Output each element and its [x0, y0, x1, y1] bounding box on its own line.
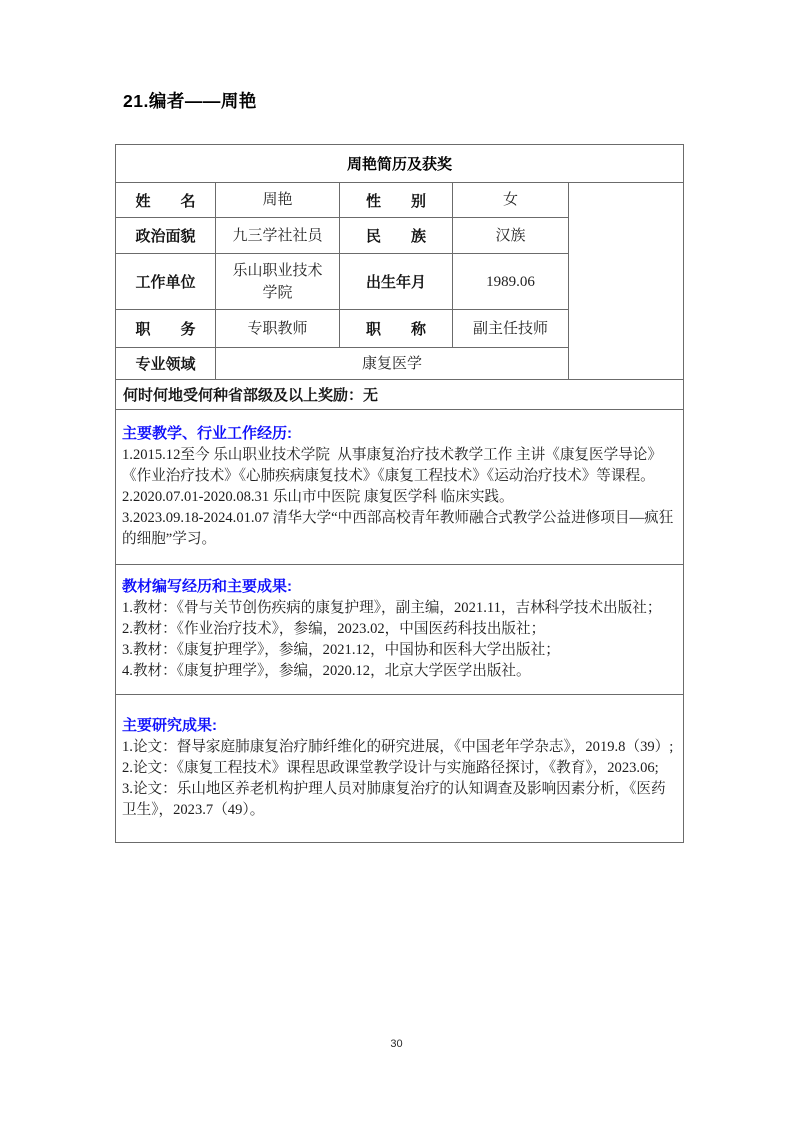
section-item: 1.教材：《骨与关节创伤疾病的康复护理》，副主编，2021.11，吉林科学技术出版社；	[122, 599, 662, 616]
row-section-research-achievements	[116, 695, 684, 843]
field-value-ethnicity: 汉族	[453, 218, 569, 254]
row-awards	[116, 380, 684, 410]
section-item: 2.2020.07.01-2020.08.31 乐山市中医院 康复医学科 临床实践。	[122, 488, 514, 505]
field-label-professional-title: 职 称	[340, 310, 453, 348]
section-item: 3.2023.09.18-2024.01.07 清华大学“中西部高校青年教师融合式教学公益进修项目—疯狂的细胞”学习。	[122, 509, 674, 547]
section-item: 4.教材：《康复护理学》，参编，2020.12，北京大学医学出版社。	[122, 662, 531, 679]
field-label-specialty: 专业领域	[116, 348, 216, 380]
field-label-ethnicity: 民 族	[340, 218, 453, 254]
table-title-row	[116, 145, 684, 183]
field-value-position: 专职教师	[216, 310, 340, 348]
field-label-gender: 性 别	[340, 183, 453, 218]
section-research-achievements	[116, 695, 684, 843]
field-label-position: 职 务	[116, 310, 216, 348]
row-section-teaching-experience	[116, 410, 684, 565]
section-item: 1.论文：督导家庭肺康复治疗肺纤维化的研究进展，《中国老年学杂志》，2019.8（39）;	[122, 738, 674, 755]
resume-table	[115, 144, 684, 843]
row-name-gender	[116, 183, 684, 218]
section-heading: 教材编写经历和主要成果:	[122, 577, 292, 595]
field-value-gender: 女	[453, 183, 569, 218]
page-title: 21.编者——周艳	[123, 91, 257, 111]
section-heading: 主要研究成果:	[122, 716, 217, 734]
field-value-work-unit: 乐山职业技术学院	[216, 254, 340, 310]
field-value-professional-title: 副主任技师	[453, 310, 569, 348]
field-value-political-status: 九三学社社员	[216, 218, 340, 254]
section-teaching-experience	[116, 410, 684, 565]
field-value-name: 周艳	[216, 183, 340, 218]
photo-cell	[569, 183, 684, 380]
table-title: 周艳简历及获奖	[116, 145, 684, 183]
award-line: 何时何地受何种省部级及以上奖励：无	[116, 380, 684, 410]
field-label-work-unit: 工作单位	[116, 254, 216, 310]
field-value-birth-date: 1989.06	[453, 254, 569, 310]
field-label-birth-date: 出生年月	[340, 254, 453, 310]
page-number: 30	[390, 1038, 403, 1050]
section-item: 1.2015.12至今 乐山职业技术学院 从事康复治疗技术教学工作 主讲《康复医学导论》《作业治疗技术》《心肺疾病康复技术》《康复工程技术》《运动治疗技术》等课程。	[122, 446, 662, 484]
section-item: 2.教材：《作业治疗技术》，参编，2023.02，中国医药科技出版社；	[122, 620, 546, 637]
field-label-name: 姓 名	[116, 183, 216, 218]
section-item: 3.论文：乐山地区养老机构护理人员对肺康复治疗的认知调查及影响因素分析，《医药卫生》，2023.7（49）。	[122, 780, 666, 818]
row-section-textbook-achievements	[116, 565, 684, 695]
section-item: 3.教材：《康复护理学》，参编，2021.12，中国协和医科大学出版社；	[122, 641, 560, 658]
section-heading: 主要教学、行业工作经历:	[122, 424, 292, 442]
field-value-specialty: 康复医学	[216, 348, 569, 380]
section-textbook-achievements	[116, 565, 684, 695]
section-item: 2.论文：《康复工程技术》课程思政课堂教学设计与实施路径探讨，《教育》，2023.06;	[122, 759, 659, 776]
field-label-political-status: 政治面貌	[116, 218, 216, 254]
